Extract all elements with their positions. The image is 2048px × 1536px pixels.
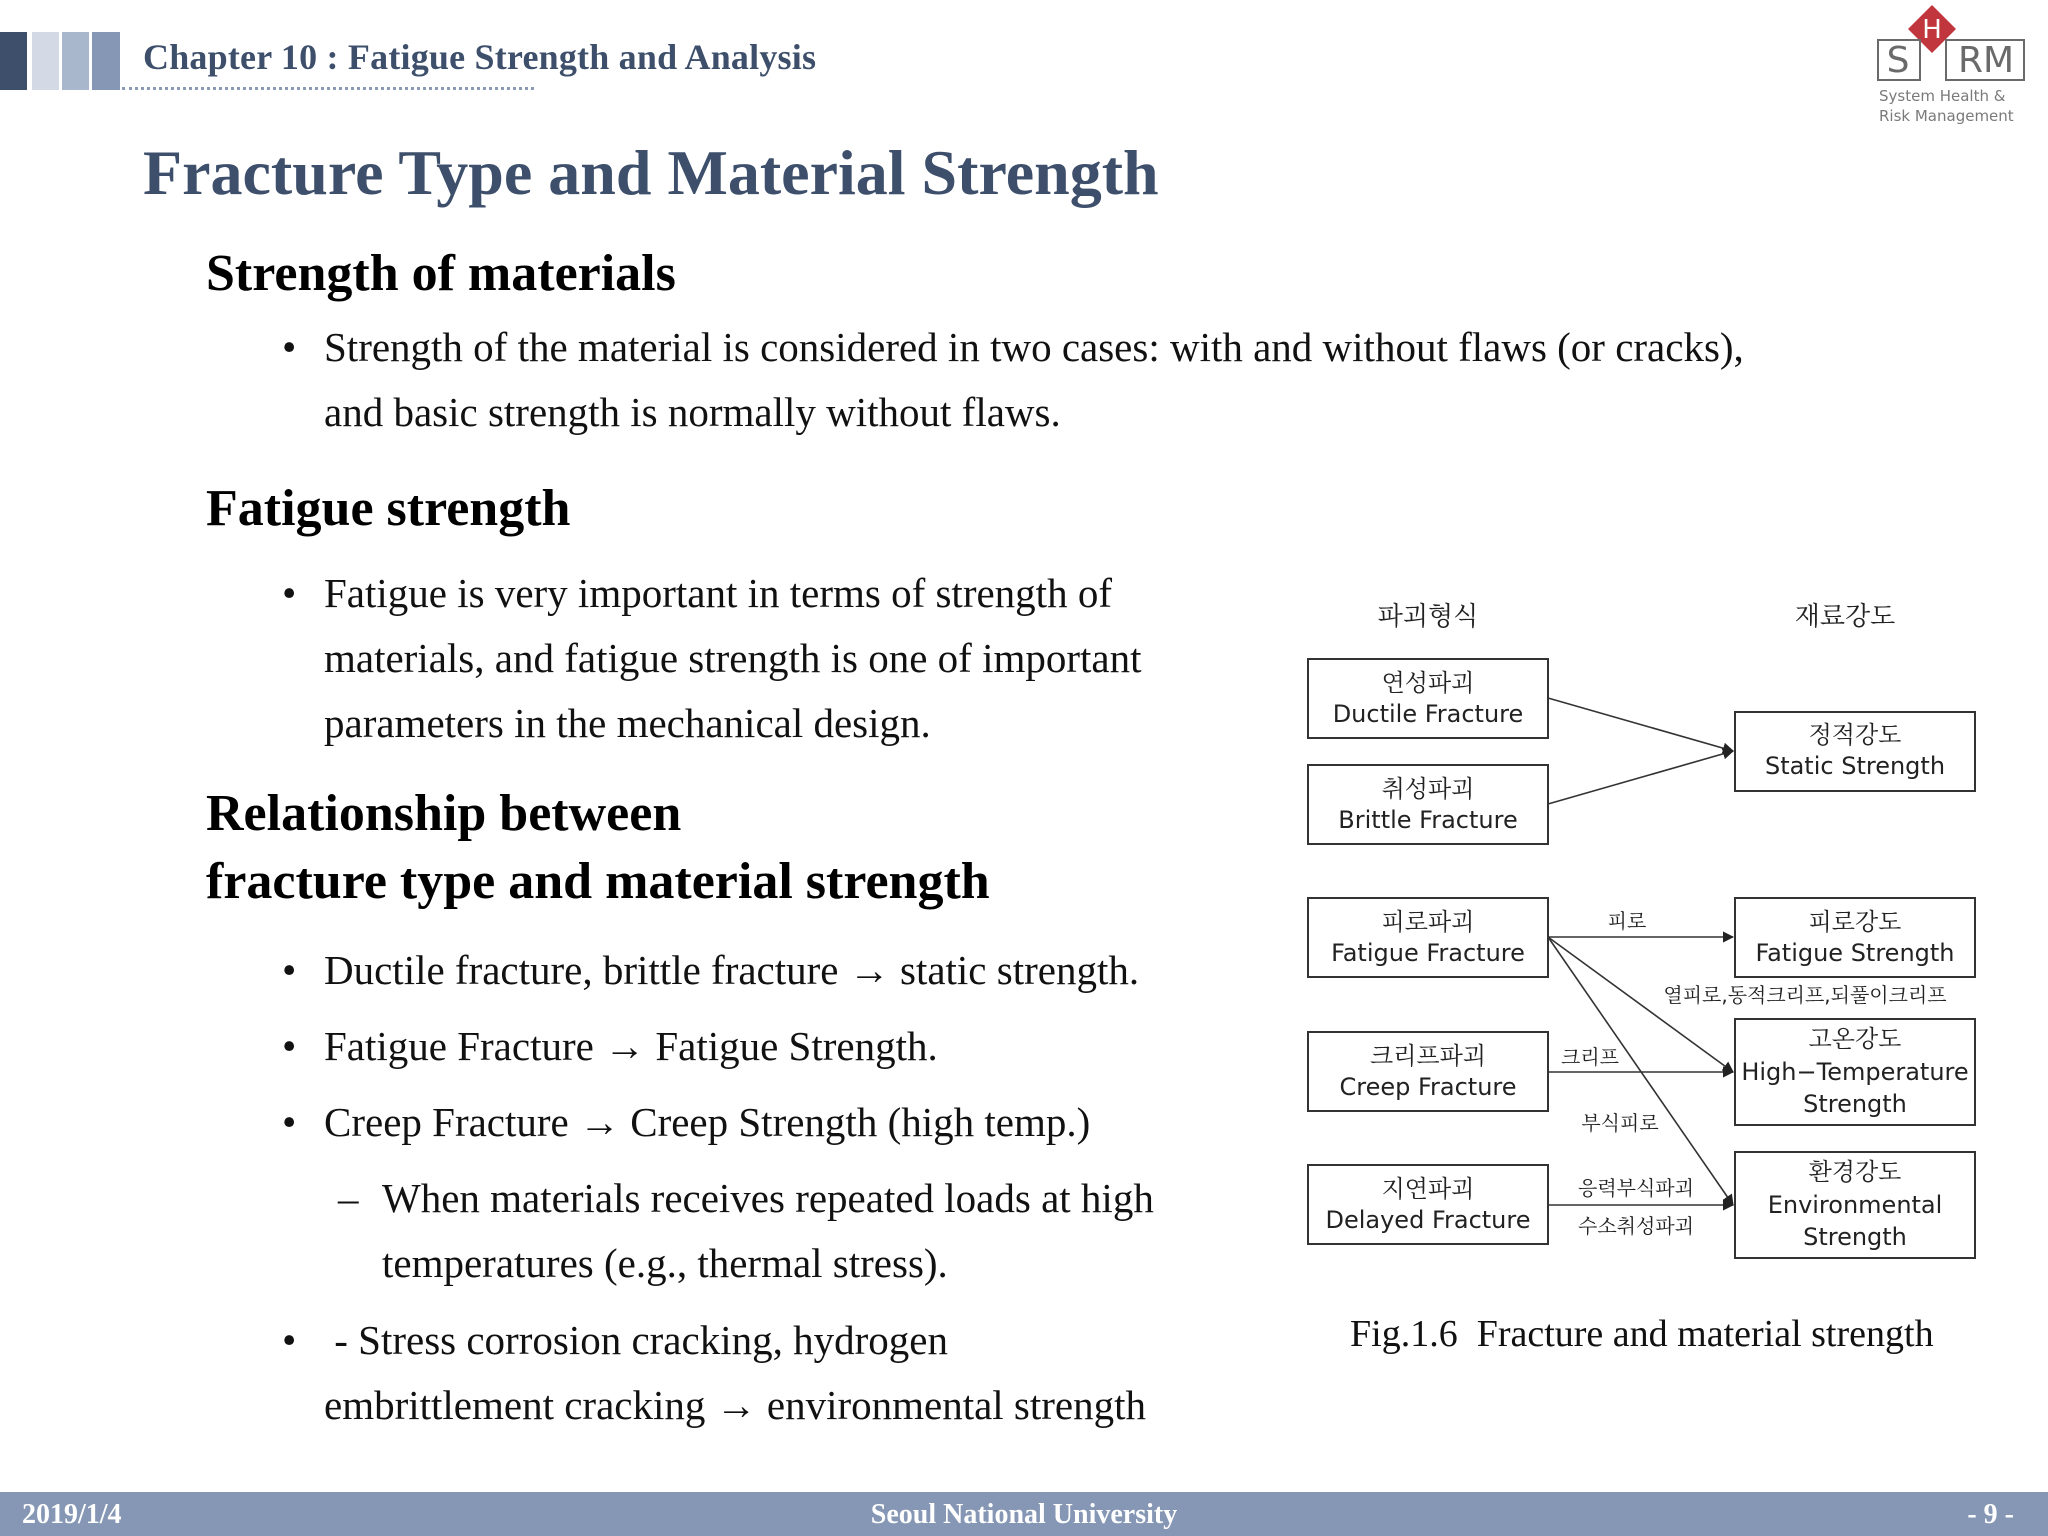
box-fatigue-strength (1735, 898, 1975, 977)
box-creep-fracture (1308, 1032, 1548, 1111)
right-column-header: 재료강도 (1794, 602, 1896, 632)
box-static-strength (1735, 712, 1975, 791)
footer-page-number: - 9 - (1967, 1499, 2014, 1530)
svg-text:Environmental: Environmental (1767, 1191, 1943, 1219)
svg-text:피로파괴: 피로파괴 (1381, 908, 1475, 936)
slide-title: Fracture Type and Material Strength (143, 137, 1159, 208)
bullet-strength: • Strength of the material is considered in two cases: with and without flaws (or cracks), and basic strength is normally without flaws. (282, 324, 1744, 435)
left-column-header: 파괴형식 (1377, 602, 1479, 632)
heading-strength-of-materials: Strength of materials (206, 245, 676, 302)
fracture-strength-diagram (1290, 585, 1990, 1285)
svg-text:High−Temperature: High−Temperature (1741, 1058, 1969, 1086)
footer-institution: Seoul National University (870, 1499, 1178, 1530)
arrow-fatigue-env (1548, 937, 1733, 1205)
box-high-temperature-strength (1735, 1019, 1975, 1125)
arrow-brittle-static (1548, 751, 1733, 804)
logo-caption: System Health & Risk Management (1879, 87, 2014, 125)
svg-text:정적강도: 정적강도 (1808, 721, 1902, 749)
svg-text:Brittle Fracture: Brittle Fracture (1338, 806, 1518, 834)
footer-date: 2019/1/4 (22, 1499, 122, 1530)
box-brittle-fracture (1308, 765, 1548, 844)
bullet-fatigue: • Fatigue is very important in terms of strength of materials, and fatigue strength is one of important parameters in the mechanical design. (282, 570, 1142, 746)
svg-text:S: S (1886, 40, 1910, 81)
svg-text:RM: RM (1957, 40, 2015, 81)
svg-text:H: H (1922, 15, 1942, 45)
heading-relationship: Relationship between fracture type and material strength (206, 785, 990, 910)
bullet-fatigue-fracture: • Fatigue Fracture → Fatigue Strength. (282, 1023, 938, 1069)
svg-text:취성파괴: 취성파괴 (1381, 775, 1475, 803)
edge-label-fatigue: 피로 (1607, 909, 1647, 933)
sub-bullet-high-temp: – When materials receives repeated loads at high temperatures (e.g., thermal stress). (338, 1175, 1154, 1286)
box-environmental-strength (1735, 1152, 1975, 1258)
svg-text:Ductile Fracture: Ductile Fracture (1332, 700, 1524, 728)
svg-text:연성파괴: 연성파괴 (1381, 669, 1475, 697)
chapter-underline (122, 87, 534, 90)
edge-label-stress-corrosion: 응력부식파괴 (1578, 1176, 1694, 1200)
box-delayed-fracture (1308, 1165, 1548, 1244)
svg-text:Fatigue Fracture: Fatigue Fracture (1331, 939, 1525, 967)
edge-label-corrosion-fatigue: 부식피로 (1581, 1111, 1659, 1135)
svg-text:크리프파괴: 크리프파괴 (1370, 1042, 1486, 1070)
svg-text:Strength: Strength (1803, 1090, 1907, 1118)
svg-text:Creep Fracture: Creep Fracture (1339, 1073, 1517, 1101)
edge-label-creep: 크리프 (1561, 1045, 1619, 1069)
svg-text:Static Strength: Static Strength (1764, 752, 1946, 780)
svg-text:지연파괴: 지연파괴 (1381, 1175, 1475, 1203)
edge-label-hydrogen: 수소취성파괴 (1578, 1214, 1694, 1238)
arrow-ductile-static (1548, 698, 1733, 751)
edge-label-thermal: 열피로,동적크리프,되풀이크리프 (1663, 983, 1947, 1007)
svg-text:Strength: Strength (1803, 1223, 1907, 1251)
bullet-creep: • Creep Fracture → Creep Strength (high temp.) (282, 1099, 1091, 1145)
svg-text:고온강도: 고온강도 (1808, 1025, 1902, 1053)
svg-text:Delayed Fracture: Delayed Fracture (1325, 1206, 1531, 1234)
box-ductile-fracture (1308, 659, 1548, 738)
footer-bar (0, 1492, 2048, 1536)
figure-caption: Fig.1.6 Fracture and material strength (1350, 1313, 1934, 1355)
heading-fatigue-strength: Fatigue strength (206, 480, 571, 537)
svg-text:피로강도: 피로강도 (1808, 908, 1902, 936)
bullet-ductile: • Ductile fracture, brittle fracture → static strength. (282, 947, 1140, 993)
box-fatigue-fracture (1308, 898, 1548, 977)
svg-text:Fatigue Strength: Fatigue Strength (1755, 939, 1955, 967)
bullet-environmental: • - Stress corrosion cracking, hydrogen embrittlement cracking → environmental strength (282, 1317, 1147, 1428)
chapter-title: Chapter 10 : Fatigue Strength and Analysis (143, 37, 817, 77)
svg-text:환경강도: 환경강도 (1808, 1158, 1902, 1186)
